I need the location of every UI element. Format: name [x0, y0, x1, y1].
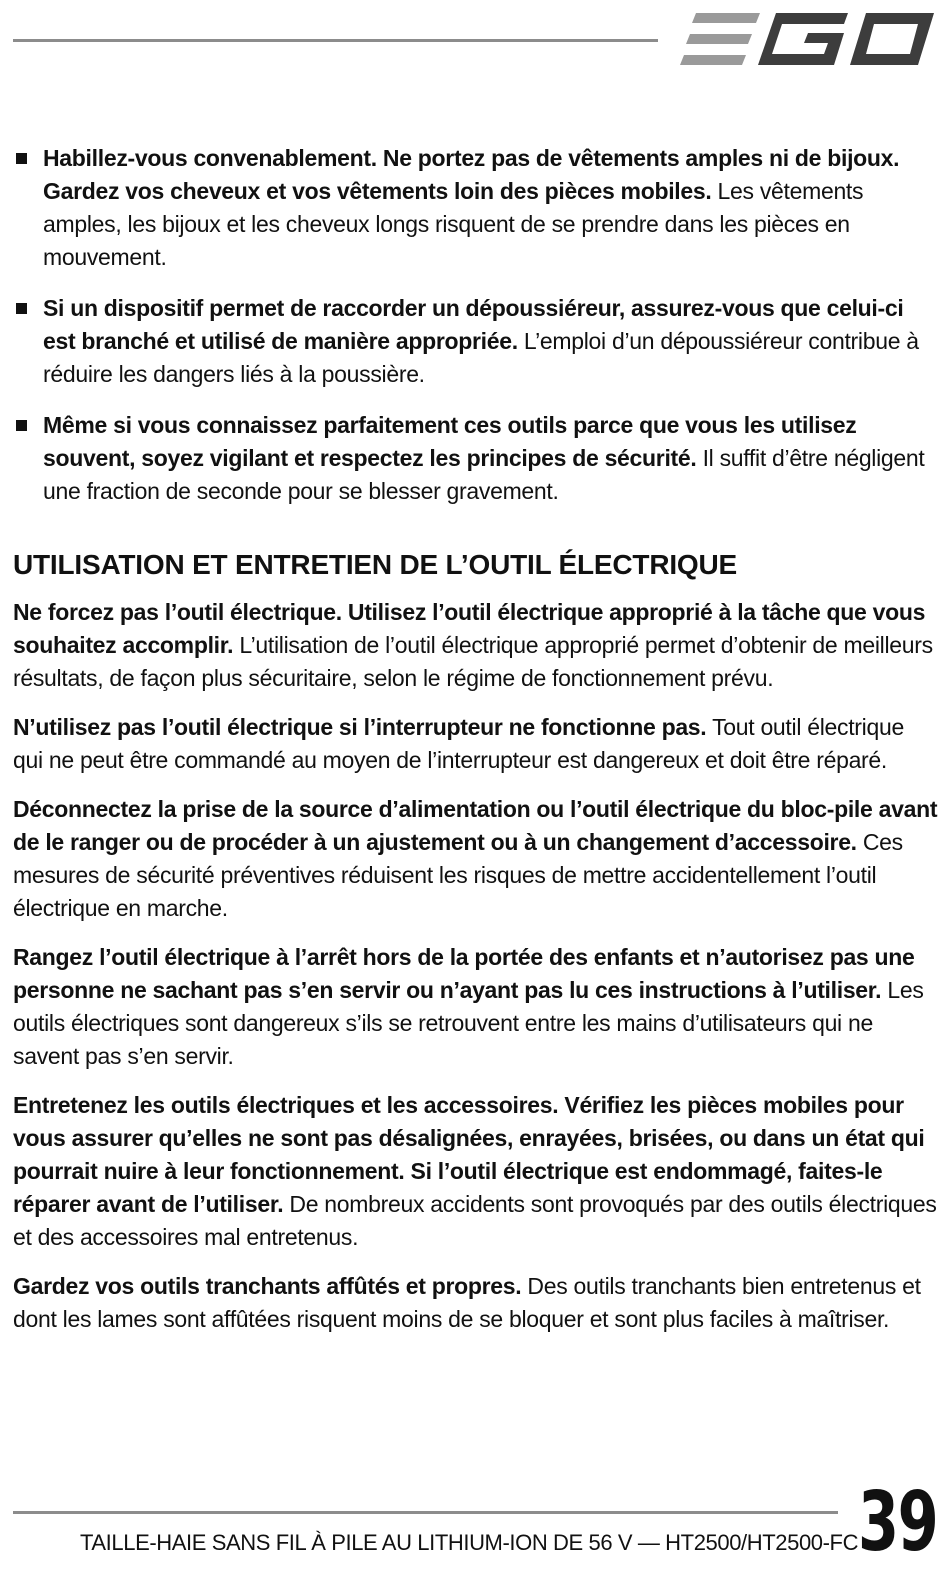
header-rule — [13, 39, 658, 42]
main-content — [13, 142, 938, 1352]
bullet-item — [13, 142, 938, 274]
paragraph-body: De nombreux accidents sont provoqués par des outils électriques et des accessoires mal entretenus. — [13, 1191, 937, 1250]
section-heading: UTILISATION ET ENTRETIEN DE L’OUTIL ÉLECTRIQUE — [13, 549, 738, 580]
paragraph-lead: Déconnectez la prise de la source d’alimentation ou l’outil électrique du bloc-pile avant de le ranger ou de procéder à un ajustement ou à un changement d’accessoire. — [13, 796, 938, 855]
ego-logo — [678, 10, 936, 70]
paragraph — [13, 793, 938, 925]
paragraph — [13, 711, 938, 777]
paragraph-body: Ces mesures de sécurité préventives réduisent les risques de mettre accidentellement l’outil électrique en marche. — [13, 829, 903, 921]
square-bullet-icon — [16, 303, 27, 314]
paragraph-lead: N’utilisez pas l’outil électrique si l’interrupteur ne fonctionne pas. — [13, 714, 707, 740]
paragraph-lead: Ne forcez pas l’outil électrique. Utilisez l’outil électrique approprié à la tâche que vous souhaitez accomplir. — [13, 599, 926, 658]
bullet-lead: Si un dispositif permet de raccorder un dépoussiéreur, assurez-vous que celui-ci est branché et utilisé de manière appropriée. — [43, 295, 904, 354]
paragraph — [13, 941, 938, 1073]
bullet-body: L’emploi d’un dépoussiéreur contribue à réduire les dangers liés à la poussière. — [43, 328, 919, 387]
bullet-item — [13, 409, 938, 508]
bullet-lead: Même si vous connaissez parfaitement ces outils parce que vous les utilisez souvent, soyez vigilant et respectez les principes de sécurité. — [43, 412, 857, 471]
paragraph-lead: Gardez vos outils tranchants affûtés et propres. — [13, 1273, 522, 1299]
square-bullet-icon — [16, 420, 27, 431]
bullet-body: Il suffit d’être négligent une fraction de seconde pour se blesser gravement. — [43, 445, 925, 504]
paragraph — [13, 1270, 938, 1336]
paragraph-body: Les outils électriques sont dangereux s’ils se retrouvent entre les mains d’utilisateurs qui ne savent pas s’en servir. — [13, 977, 924, 1069]
paragraph-lead: Entretenez les outils électriques et les accessoires. Vérifiez les pièces mobiles pour vous assurer qu’elles ne sont pas désalignées, enrayées, brisées, ou dans un état qui pourrait nuire à leur fonctionnement. Si l’outil électrique est endommagé, faites-le réparer avant de l’utiliser. — [13, 1092, 925, 1217]
paragraph-lead: Rangez l’outil électrique à l’arrêt hors de la portée des enfants et n’autorisez pas une personne ne sachant pas s’en servir ou n’ayant pas lu ces instructions à l’utiliser. — [13, 944, 915, 1003]
bullet-lead: Habillez-vous convenablement. Ne portez pas de vêtements amples ni de bijoux. Gardez vos cheveux et vos vêtements loin des pièces mobiles. — [43, 145, 900, 204]
paragraph-body: L’utilisation de l’outil électrique approprié permet d’obtenir de meilleurs résultats, de façon plus sécuritaire, selon le régime de fonctionnement prévu. — [13, 632, 933, 691]
bullet-body: Les vêtements amples, les bijoux et les cheveux longs risquent de se prendre dans les pièces en mouvement. — [43, 178, 864, 270]
paragraph — [13, 1089, 938, 1254]
page-number: 39 — [858, 1475, 938, 1570]
paragraph-body: Tout outil électrique qui ne peut être commandé au moyen de l’interrupteur est dangereux et doit être réparé. — [13, 714, 904, 773]
footer-product-line: TAILLE-HAIE SANS FIL À PILE AU LITHIUM-ION DE 56 V — HT2500/HT2500-FC — [80, 1530, 859, 1555]
square-bullet-icon — [16, 153, 27, 164]
paragraph-body: Des outils tranchants bien entretenus et dont les lames sont affûtées risquent moins de se bloquer et sont plus faciles à maîtriser. — [13, 1273, 921, 1332]
bullet-item — [13, 292, 938, 391]
paragraph — [13, 596, 938, 695]
footer-rule — [13, 1511, 838, 1514]
